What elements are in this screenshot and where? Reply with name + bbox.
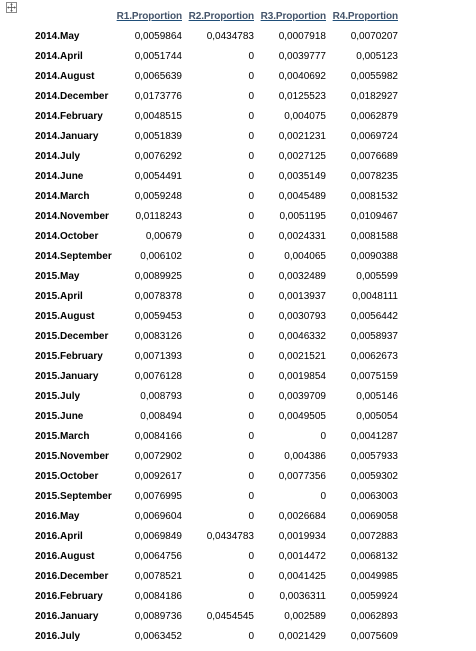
- table-row: [0, 68, 476, 88]
- row-label: 2014.February: [35, 111, 103, 122]
- cell-r1: 0,0063452: [134, 631, 182, 642]
- row-label: 2015.August: [35, 311, 95, 322]
- cell-r3: 0,0019934: [278, 531, 326, 542]
- cell-r2: 0: [248, 591, 254, 602]
- cell-r2: 0,0454545: [206, 611, 254, 622]
- row-label: 2014.November: [35, 211, 109, 222]
- cell-r4: 0,0069724: [350, 131, 398, 142]
- cell-r3: 0,0007918: [278, 31, 326, 42]
- cell-r1: 0,0092617: [134, 471, 182, 482]
- cell-r2: 0: [248, 151, 254, 162]
- cell-r1: 0,0076995: [134, 491, 182, 502]
- table-row: [0, 608, 476, 628]
- cell-r3: 0,0026684: [278, 511, 326, 522]
- table-row: [0, 28, 476, 48]
- cell-r3: 0,0125523: [278, 91, 326, 102]
- cell-r2: 0: [248, 131, 254, 142]
- cell-r2: 0: [248, 451, 254, 462]
- cell-r1: 0,0072902: [134, 451, 182, 462]
- cell-r4: 0,0078235: [350, 171, 398, 182]
- cell-r3: 0: [320, 491, 326, 502]
- table-row: [0, 188, 476, 208]
- cell-r2: 0: [248, 231, 254, 242]
- table-row: [0, 348, 476, 368]
- row-label: 2015.May: [35, 271, 80, 282]
- cell-r4: 0,0056442: [350, 311, 398, 322]
- cell-r4: 0,0063003: [350, 491, 398, 502]
- cell-r3: 0,0013937: [278, 291, 326, 302]
- cell-r2: 0: [248, 111, 254, 122]
- cell-r3: 0,0021231: [278, 131, 326, 142]
- row-label: 2014.January: [35, 131, 99, 142]
- row-label: 2014.September: [35, 251, 112, 262]
- cell-r1: 0,0076128: [134, 371, 182, 382]
- row-label: 2016.May: [35, 511, 80, 522]
- cell-r2: 0: [248, 491, 254, 502]
- cell-r4: 0,0072883: [350, 531, 398, 542]
- row-label: 2016.January: [35, 611, 99, 622]
- cell-r4: 0,005146: [356, 391, 398, 402]
- row-label: 2015.November: [35, 451, 109, 462]
- cell-r1: 0,0084166: [134, 431, 182, 442]
- cell-r2: 0: [248, 511, 254, 522]
- cell-r1: 0,0065639: [134, 71, 182, 82]
- cell-r2: 0: [248, 311, 254, 322]
- row-label: 2015.October: [35, 471, 99, 482]
- cell-r3: 0,0040692: [278, 71, 326, 82]
- row-label: 2015.April: [35, 291, 83, 302]
- row-label: 2015.March: [35, 431, 90, 442]
- row-label: 2014.May: [35, 31, 80, 42]
- cell-r2: 0: [248, 371, 254, 382]
- row-label: 2015.September: [35, 491, 112, 502]
- cell-r3: 0,0035149: [278, 171, 326, 182]
- row-label: 2016.February: [35, 591, 103, 602]
- table-row: [0, 108, 476, 128]
- table-row: [0, 508, 476, 528]
- cell-r1: 0,008494: [140, 411, 182, 422]
- cell-r4: 0,0069058: [350, 511, 398, 522]
- cell-r3: 0,0039777: [278, 51, 326, 62]
- table-header-row: [0, 11, 476, 25]
- row-label: 2015.January: [35, 371, 99, 382]
- cell-r2: 0: [248, 571, 254, 582]
- cell-r4: 0,0058937: [350, 331, 398, 342]
- cell-r4: 0,0109467: [350, 211, 398, 222]
- cell-r3: 0,0027125: [278, 151, 326, 162]
- column-header-r4: R4.Proportion: [332, 11, 398, 22]
- table-row: [0, 488, 476, 508]
- cell-r2: 0: [248, 331, 254, 342]
- cell-r4: 0,0075159: [350, 371, 398, 382]
- cell-r3: 0,0039709: [278, 391, 326, 402]
- row-label: 2014.July: [35, 151, 81, 162]
- cell-r1: 0,0069849: [134, 531, 182, 542]
- cell-r3: 0,0041425: [278, 571, 326, 582]
- cell-r4: 0,0070207: [350, 31, 398, 42]
- cell-r1: 0,0059453: [134, 311, 182, 322]
- cell-r4: 0,0081532: [350, 191, 398, 202]
- cell-r1: 0,0069604: [134, 511, 182, 522]
- cell-r3: 0: [320, 431, 326, 442]
- cell-r4: 0,0059302: [350, 471, 398, 482]
- cell-r2: 0: [248, 291, 254, 302]
- cell-r2: 0,0434783: [206, 531, 254, 542]
- cell-r2: 0: [248, 211, 254, 222]
- cell-r3: 0,0051195: [279, 211, 326, 222]
- cell-r3: 0,0021429: [278, 631, 326, 642]
- cell-r3: 0,0049505: [278, 411, 326, 422]
- cell-r3: 0,0032489: [278, 271, 326, 282]
- table-row: [0, 248, 476, 268]
- column-header-r1: R1.Proportion: [116, 11, 182, 22]
- cell-r1: 0,0089736: [134, 611, 182, 622]
- row-label: 2016.April: [35, 531, 83, 542]
- cell-r3: 0,0024331: [278, 231, 326, 242]
- table-row: [0, 528, 476, 548]
- cell-r3: 0,004065: [284, 251, 326, 262]
- cell-r1: 0,0083126: [134, 331, 182, 342]
- cell-r4: 0,005054: [356, 411, 398, 422]
- row-label: 2016.July: [35, 631, 81, 642]
- row-label: 2014.April: [35, 51, 83, 62]
- column-header-r3: R3.Proportion: [260, 11, 326, 22]
- cell-r3: 0,0030793: [278, 311, 326, 322]
- table-row: [0, 148, 476, 168]
- cell-r4: 0,0182927: [350, 91, 398, 102]
- cell-r1: 0,0071393: [134, 351, 182, 362]
- table-row: [0, 548, 476, 568]
- cell-r3: 0,0019854: [278, 371, 326, 382]
- table-row: [0, 228, 476, 248]
- cell-r4: 0,0062673: [350, 351, 398, 362]
- row-label: 2016.August: [35, 551, 95, 562]
- row-label: 2014.October: [35, 231, 99, 242]
- row-label: 2014.June: [35, 171, 84, 182]
- cell-r1: 0,008793: [140, 391, 182, 402]
- cell-r4: 0,005123: [356, 51, 398, 62]
- column-header-r2: R2.Proportion: [188, 11, 254, 22]
- table-row: [0, 448, 476, 468]
- row-label: 2016.December: [35, 571, 109, 582]
- table-row: [0, 268, 476, 288]
- row-label: 2014.March: [35, 191, 90, 202]
- cell-r3: 0,0021521: [278, 351, 326, 362]
- cell-r2: 0,0434783: [206, 31, 254, 42]
- cell-r4: 0,0076689: [350, 151, 398, 162]
- row-label: 2015.February: [35, 351, 103, 362]
- cell-r3: 0,0077356: [278, 471, 326, 482]
- table-row: [0, 208, 476, 228]
- cell-r2: 0: [248, 51, 254, 62]
- cell-r4: 0,0059924: [350, 591, 398, 602]
- cell-r4: 0,005599: [356, 271, 398, 282]
- table-row: [0, 428, 476, 448]
- cell-r1: 0,0173776: [134, 91, 182, 102]
- cell-r4: 0,0062893: [350, 611, 398, 622]
- cell-r4: 0,0075609: [350, 631, 398, 642]
- cell-r2: 0: [248, 191, 254, 202]
- table-row: [0, 88, 476, 108]
- table-row: [0, 468, 476, 488]
- cell-r1: 0,0048515: [134, 111, 182, 122]
- cell-r3: 0,004075: [284, 111, 326, 122]
- cell-r2: 0: [248, 271, 254, 282]
- cell-r1: 0,0059248: [134, 191, 182, 202]
- row-label: 2015.July: [35, 391, 81, 402]
- cell-r1: 0,0118243: [135, 211, 182, 222]
- table-row: [0, 48, 476, 68]
- cell-r4: 0,0090388: [350, 251, 398, 262]
- cell-r1: 0,00679: [145, 231, 182, 242]
- cell-r2: 0: [248, 411, 254, 422]
- cell-r3: 0,0014472: [278, 551, 326, 562]
- cell-r2: 0: [248, 91, 254, 102]
- cell-r2: 0: [248, 71, 254, 82]
- table-row: [0, 128, 476, 148]
- cell-r2: 0: [248, 631, 254, 642]
- cell-r4: 0,0062879: [350, 111, 398, 122]
- cell-r3: 0,004386: [284, 451, 326, 462]
- cell-r4: 0,0041287: [350, 431, 398, 442]
- cell-r1: 0,0054491: [134, 171, 182, 182]
- cell-r2: 0: [248, 351, 254, 362]
- cell-r4: 0,0048111: [352, 291, 398, 302]
- cell-r1: 0,0064756: [134, 551, 182, 562]
- cell-r1: 0,006102: [140, 251, 182, 262]
- table-row: [0, 588, 476, 608]
- table-row: [0, 288, 476, 308]
- cell-r2: 0: [248, 391, 254, 402]
- cell-r4: 0,0057933: [350, 451, 398, 462]
- table-row: [0, 408, 476, 428]
- cell-r3: 0,0045489: [278, 191, 326, 202]
- table-row: [0, 628, 476, 648]
- table-body: [0, 28, 476, 648]
- table-row: [0, 308, 476, 328]
- row-label: 2014.August: [35, 71, 95, 82]
- cell-r1: 0,0051839: [134, 131, 182, 142]
- cell-r4: 0,0055982: [350, 71, 398, 82]
- table-row: [0, 168, 476, 188]
- cell-r4: 0,0081588: [350, 231, 398, 242]
- cell-r3: 0,0046332: [278, 331, 326, 342]
- table-row: [0, 568, 476, 588]
- cell-r1: 0,0089925: [134, 271, 182, 282]
- cell-r2: 0: [248, 471, 254, 482]
- cell-r2: 0: [248, 431, 254, 442]
- cell-r4: 0,0049985: [350, 571, 398, 582]
- cell-r2: 0: [248, 551, 254, 562]
- table-row: [0, 368, 476, 388]
- cell-r1: 0,0051744: [134, 51, 182, 62]
- cell-r1: 0,0059864: [134, 31, 182, 42]
- cell-r3: 0,0036311: [279, 591, 326, 602]
- cell-r2: 0: [248, 171, 254, 182]
- cell-r2: 0: [248, 251, 254, 262]
- row-label: 2014.December: [35, 91, 109, 102]
- row-label: 2015.December: [35, 331, 109, 342]
- cell-r1: 0,0078378: [134, 291, 182, 302]
- cell-r1: 0,0078521: [134, 571, 182, 582]
- cell-r1: 0,0076292: [134, 151, 182, 162]
- table-row: [0, 388, 476, 408]
- cell-r1: 0,0084186: [134, 591, 182, 602]
- row-label: 2015.June: [35, 411, 84, 422]
- table-row: [0, 328, 476, 348]
- cell-r3: 0,002589: [284, 611, 326, 622]
- cell-r4: 0,0068132: [350, 551, 398, 562]
